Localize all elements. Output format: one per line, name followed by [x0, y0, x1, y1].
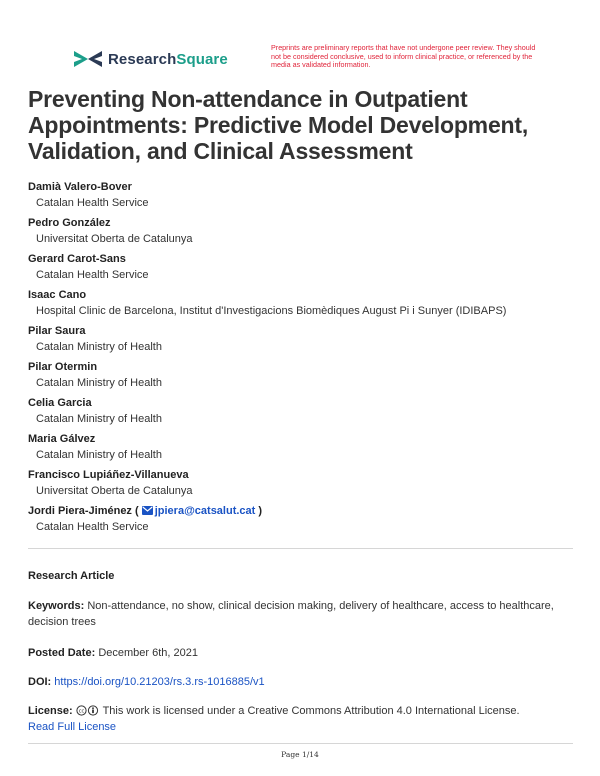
creative-commons-icon — [76, 705, 100, 716]
corresponding-author-name: Jordi Piera-Jiménez ( jpiera@catsalut.cat ) — [28, 505, 263, 517]
author-email-link[interactable] — [142, 505, 256, 517]
logo-text-research: Research — [108, 50, 177, 68]
author-name: Pilar Otermin — [28, 361, 98, 373]
corresponding-author-entry — [28, 504, 588, 540]
preprint-notice: Preprints are preliminary reports that have not undergone peer review. They should not be considered conclusive, used to inform clinical practice, or referenced by the media as validated information. — [271, 43, 536, 69]
author-entry — [28, 360, 588, 396]
license-block — [28, 703, 573, 735]
author-entry — [28, 252, 588, 288]
author-name: Damià Valero-Bover — [28, 181, 132, 193]
keywords-label: Keywords: — [28, 600, 85, 612]
page-header — [0, 0, 600, 80]
author-entry — [28, 180, 588, 216]
author-affiliation: Universitat Oberta de Catalunya — [36, 233, 193, 245]
author-affiliation: Catalan Ministry of Health — [36, 449, 162, 461]
author-name: Celia Garcia — [28, 397, 92, 409]
author-entry — [28, 216, 588, 252]
author-name: Gerard Carot-Sans — [28, 253, 126, 265]
author-entry — [28, 432, 588, 468]
author-name: Maria Gálvez — [28, 433, 96, 445]
author-name: Jordi Piera-Jiménez — [28, 505, 132, 517]
author-list — [28, 180, 588, 540]
author-entry — [28, 396, 588, 432]
author-name: Pedro González — [28, 217, 111, 229]
author-affiliation: Hospital Clinic de Barcelona, Institut d'Investigacions Biomèdiques August Pi i Sunyer (IDIBAPS) — [36, 305, 507, 317]
author-affiliation: Catalan Health Service — [36, 269, 149, 281]
envelope-icon — [142, 506, 153, 515]
license-label: License: — [28, 705, 73, 717]
logo-text-square: Square — [176, 50, 228, 68]
author-affiliation: Catalan Ministry of Health — [36, 377, 162, 389]
doi-label: DOI: — [28, 676, 52, 688]
author-affiliation: Catalan Health Service — [36, 521, 149, 533]
author-entry — [28, 468, 588, 504]
research-square-logo[interactable] — [74, 48, 228, 70]
author-name: Isaac Cano — [28, 289, 87, 301]
section-divider — [28, 548, 573, 549]
svg-text:cc: cc — [78, 708, 84, 715]
read-full-license-link[interactable]: Read Full License — [28, 721, 117, 733]
posted-date-block — [28, 645, 573, 661]
author-entry — [28, 288, 588, 324]
author-affiliation: Universitat Oberta de Catalunya — [36, 485, 193, 497]
author-name: Pilar Saura — [28, 325, 86, 337]
doi-link[interactable]: https://doi.org/10.21203/rs.3.rs-1016885/v1 — [54, 676, 265, 688]
author-entry — [28, 324, 588, 360]
posted-date-label: Posted Date: — [28, 647, 96, 659]
footer-divider — [28, 743, 573, 744]
keywords-text: Non-attendance, no show, clinical decision making, delivery of healthcare, access to healthcare, decision trees — [28, 600, 554, 628]
paper-title: Preventing Non-attendance in Outpatient Appointments: Predictive Model Development, Validation, and Clinical Assessment — [28, 86, 529, 164]
article-type — [28, 568, 573, 584]
page-number: Page 1/14 — [281, 750, 319, 759]
author-affiliation: Catalan Ministry of Health — [36, 413, 162, 425]
research-square-logo-icon — [74, 48, 102, 70]
author-name: Francisco Lupiáñez-Villanueva — [28, 469, 189, 481]
posted-date-value: December 6th, 2021 — [98, 647, 198, 659]
keywords-block — [28, 598, 573, 630]
doi-block — [28, 674, 573, 690]
article-type-label: Research Article — [28, 570, 115, 582]
author-affiliation: Catalan Health Service — [36, 197, 149, 209]
logo-text — [108, 51, 228, 68]
author-email: jpiera@catsalut.cat — [154, 505, 256, 517]
license-text: This work is licensed under a Creative Commons Attribution 4.0 International License. — [102, 705, 520, 717]
author-affiliation: Catalan Ministry of Health — [36, 341, 162, 353]
